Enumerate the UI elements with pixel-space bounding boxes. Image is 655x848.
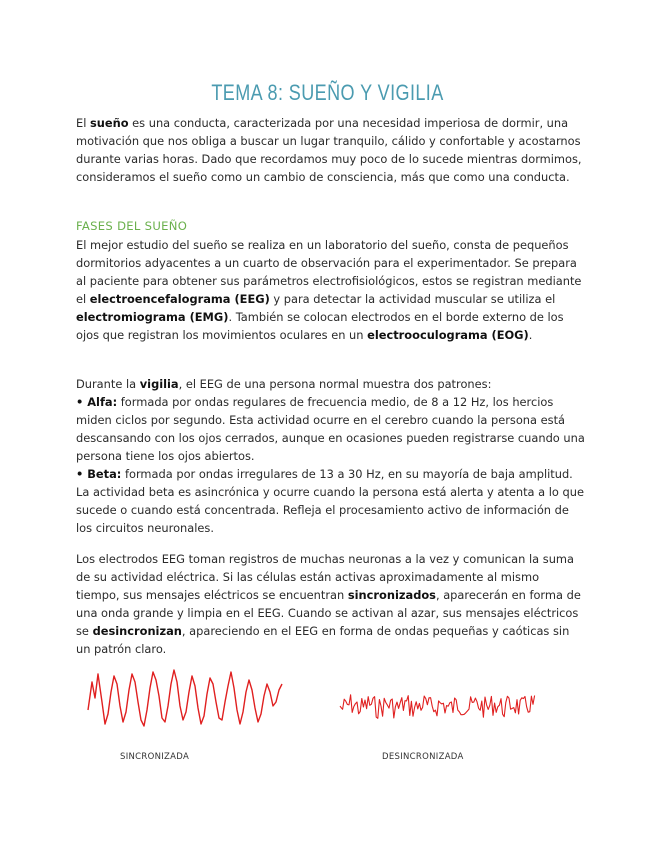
electrodos-paragraph: Los electrodos EEG toman registros de muchas neuronas a la vez y comunican la suma de su actividad eléctrica. Si las células están activas aproximadamente al mismo tiempo, sus mensajes eléctricos se encuentran sincronizados, aparecerán en forma de una onda grande y limpia en el EEG. Cuando se activan al azar, sus mensajes eléctricos se desincronizan, apareciendo en el EEG en forma de ondas pequeñas y caóticas sin un patrón claro.: [76, 552, 581, 656]
section-heading: FASES DEL SUEÑO: [76, 219, 188, 233]
term-beta: • Beta:: [76, 467, 122, 481]
term-sueno: sueño: [89, 116, 129, 130]
synchronized-wave: [86, 662, 286, 740]
synchronized-wave-path: [88, 670, 282, 726]
desynchronized-label: DESINCRONIZADA: [382, 752, 464, 762]
vigilia-paragraph: Durante la vigilia, el EEG de una persona normal muestra dos patrones: • Alfa: formada por ondas regulares de frecuencia medio, de 8 a 12 Hz, los hercios miden ciclos por segundo. Esta actividad ocurre en el cerebro cuando la persona está descansando con los ojos cerrados, aunque en ocasiones pueden registrarse cuando una persona tiene los ojos abiertos. • Beta: formada por ondas irregulares de 13 a 30 Hz, en su mayoría de baja amplitud. La actividad beta es asincrónica y ocurre cuando la persona está alerta y atenta a lo que sucede o cuando está concentrada. Refleja el procesamiento activo de información de los circuitos neuronales.: [76, 377, 585, 535]
term-desincronizan: desincronizan: [92, 624, 182, 638]
synchronized-label: SINCRONIZADA: [120, 752, 190, 762]
term-sincronizados: sincronizados: [347, 588, 436, 602]
term-eog: electrooculograma (EOG): [367, 328, 529, 342]
fases-paragraph: El mejor estudio del sueño se realiza en un laboratorio del sueño, consta de pequeños dormitorios adyacentes a un cuarto de observación para el experimentador. Se prepara al paciente para obtener sus parámetros electrofisiológicos, estos se registran mediante el electroencefalograma (EEG) y para detectar la actividad muscular se utiliza el electromiograma (EMG). También se colocan electrodos en el borde externo de los ojos que registran los movimientos oculares en un electrooculograma (EOG).: [76, 238, 582, 342]
term-alfa: • Alfa:: [76, 395, 118, 409]
term-emg: electromiograma (EMG): [76, 310, 229, 324]
intro-paragraph: El sueño es una conducta, caracterizada por una necesidad imperiosa de dormir, una motivación que nos obliga a buscar un lugar tranquilo, cálido y confortable y acostarnos durante varias horas. Dado que recordamos muy poco de lo sucede mientras dormimos, consideramos el sueño como un cambio de consciencia, más que como una conducta.: [76, 116, 582, 184]
desynchronized-wave-path: [340, 695, 535, 719]
page-title: TEMA 8: SUEÑO Y VIGILIA: [211, 80, 444, 105]
term-eeg: electroencefalograma (EEG): [89, 292, 270, 306]
desynchronized-wave: [338, 684, 538, 728]
term-vigilia: vigilia: [139, 377, 179, 391]
